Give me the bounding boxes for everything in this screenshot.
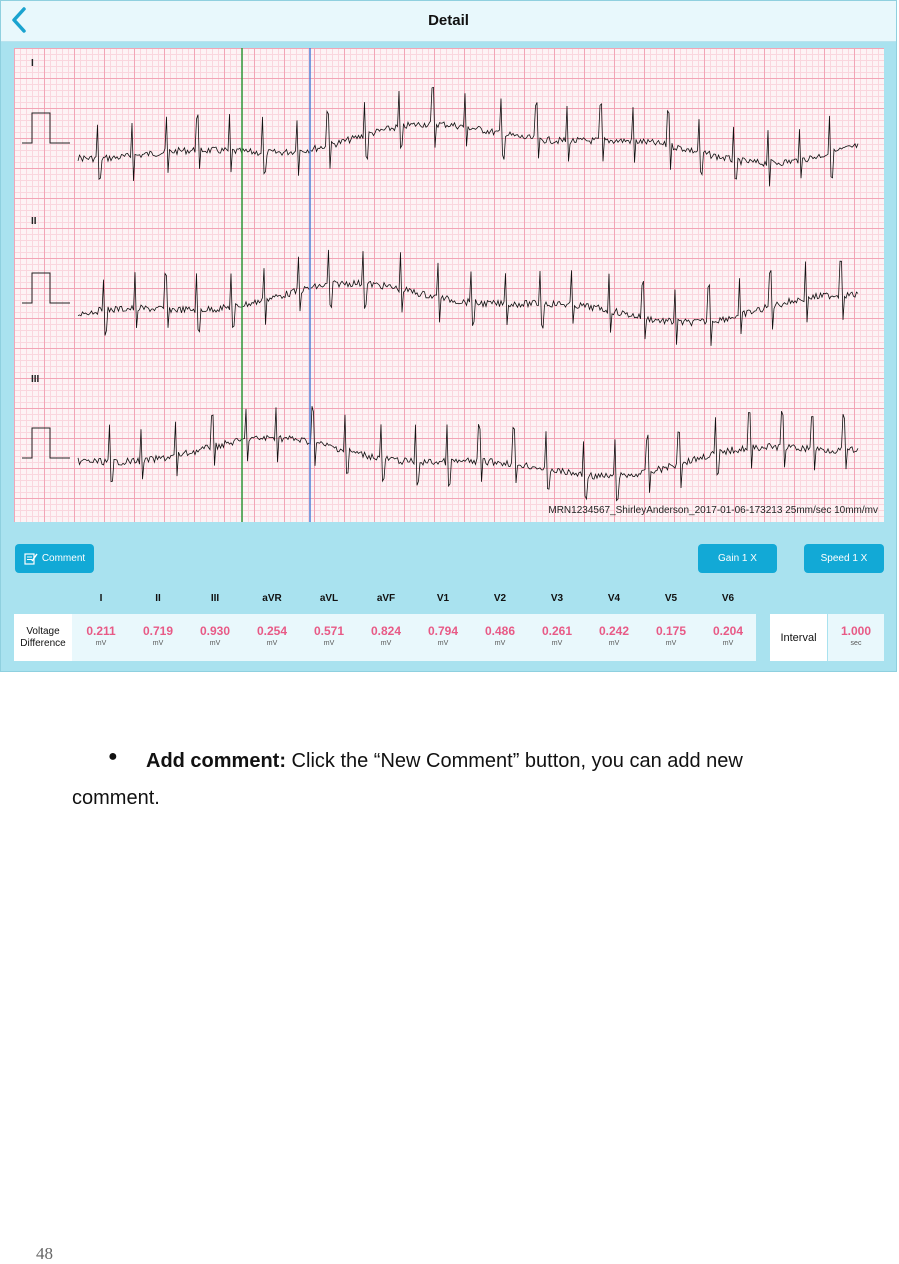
voltage-cell <box>130 614 186 647</box>
voltage-cell <box>472 614 528 647</box>
voltage-unit: mV <box>209 640 221 647</box>
voltage-unit: mV <box>494 640 506 647</box>
comment-button[interactable] <box>15 544 94 573</box>
ecg-trace-II <box>78 250 858 346</box>
voltage-value: 0.571 <box>313 624 345 638</box>
voltage-value: 0.242 <box>598 624 630 638</box>
voltage-unit: mV <box>437 640 449 647</box>
lead-header: V2 <box>493 593 507 604</box>
voltage-value: 0.204 <box>712 624 744 638</box>
row-label-line-1: Voltage <box>26 625 60 637</box>
voltage-cell <box>358 614 414 647</box>
voltage-value: 0.175 <box>655 624 687 638</box>
instruction-paragraph <box>146 750 846 773</box>
lead-label-i: I <box>31 58 34 69</box>
calibration-pulse <box>22 113 70 143</box>
voltage-unit: mV <box>323 640 335 647</box>
voltage-difference-label <box>14 614 72 661</box>
voltage-difference-table <box>14 614 756 661</box>
interval-value: 1.000 <box>840 624 872 638</box>
lead-header: V4 <box>607 593 621 604</box>
instruction-text-continued: comment. <box>72 787 160 809</box>
voltage-cell <box>73 614 129 647</box>
interval-label: Interval <box>770 614 827 661</box>
voltage-cell <box>301 614 357 647</box>
voltage-value: 0.930 <box>199 624 231 638</box>
voltage-value: 0.719 <box>142 624 174 638</box>
notepad-edit-icon <box>24 552 38 565</box>
voltage-cell <box>244 614 300 647</box>
ecg-trace-III <box>78 406 858 500</box>
voltage-unit: mV <box>608 640 620 647</box>
voltage-cell <box>187 614 243 647</box>
voltage-value: 0.211 <box>86 624 116 638</box>
calibration-pulse <box>22 428 70 458</box>
speed-button[interactable]: Speed 1 X <box>804 544 884 573</box>
voltage-value: 0.486 <box>484 624 516 638</box>
voltage-unit: mV <box>152 640 164 647</box>
voltage-cell <box>529 614 585 647</box>
interval-unit: sec <box>850 640 862 647</box>
ecg-traces <box>14 48 884 522</box>
voltage-unit: mV <box>380 640 392 647</box>
calibration-pulse <box>22 273 70 303</box>
lead-header: II <box>155 593 161 604</box>
voltage-unit: mV <box>551 640 563 647</box>
lead-header: I <box>99 593 103 604</box>
row-label-line-2: Difference <box>20 637 66 649</box>
lead-label-iii: III <box>31 374 40 385</box>
gain-button[interactable]: Gain 1 X <box>698 544 777 573</box>
lead-header-row <box>1 593 896 607</box>
ecg-chart[interactable] <box>14 48 884 522</box>
instruction-text: Click the “New Comment” button, you can add new <box>286 750 743 772</box>
lead-header: aVR <box>262 593 282 604</box>
voltage-cell <box>415 614 471 647</box>
voltage-unit: mV <box>95 640 107 647</box>
instruction-heading: Add comment: <box>146 750 286 772</box>
page-number: 48 <box>36 1244 53 1263</box>
top-bar <box>1 1 896 42</box>
ecg-trace-I <box>78 87 858 186</box>
voltage-cell <box>700 614 756 647</box>
comment-button-label: Comment <box>41 553 86 564</box>
voltage-value: 0.261 <box>541 624 573 638</box>
lead-label-ii: II <box>31 216 37 227</box>
lead-header: V3 <box>550 593 564 604</box>
voltage-value: 0.824 <box>370 624 402 638</box>
voltage-cell <box>643 614 699 647</box>
lead-header: aVF <box>376 593 396 604</box>
voltage-unit: mV <box>665 640 677 647</box>
voltage-unit: mV <box>266 640 278 647</box>
recording-info: MRN1234567_ShirleyAnderson_2017-01-06-173213 25mm/sec 10mm/mv <box>548 505 878 516</box>
voltage-value: 0.794 <box>427 624 459 638</box>
bullet-icon: ● <box>108 748 118 765</box>
voltage-cell <box>586 614 642 647</box>
page-title: Detail <box>428 12 469 29</box>
interval-value-cell <box>828 614 884 661</box>
lead-header: III <box>210 593 220 604</box>
voltage-unit: mV <box>722 640 734 647</box>
lead-header: aVL <box>319 593 339 604</box>
lead-header: V6 <box>721 593 735 604</box>
lead-header: V1 <box>436 593 450 604</box>
lead-header: V5 <box>664 593 678 604</box>
voltage-value: 0.254 <box>256 624 288 638</box>
